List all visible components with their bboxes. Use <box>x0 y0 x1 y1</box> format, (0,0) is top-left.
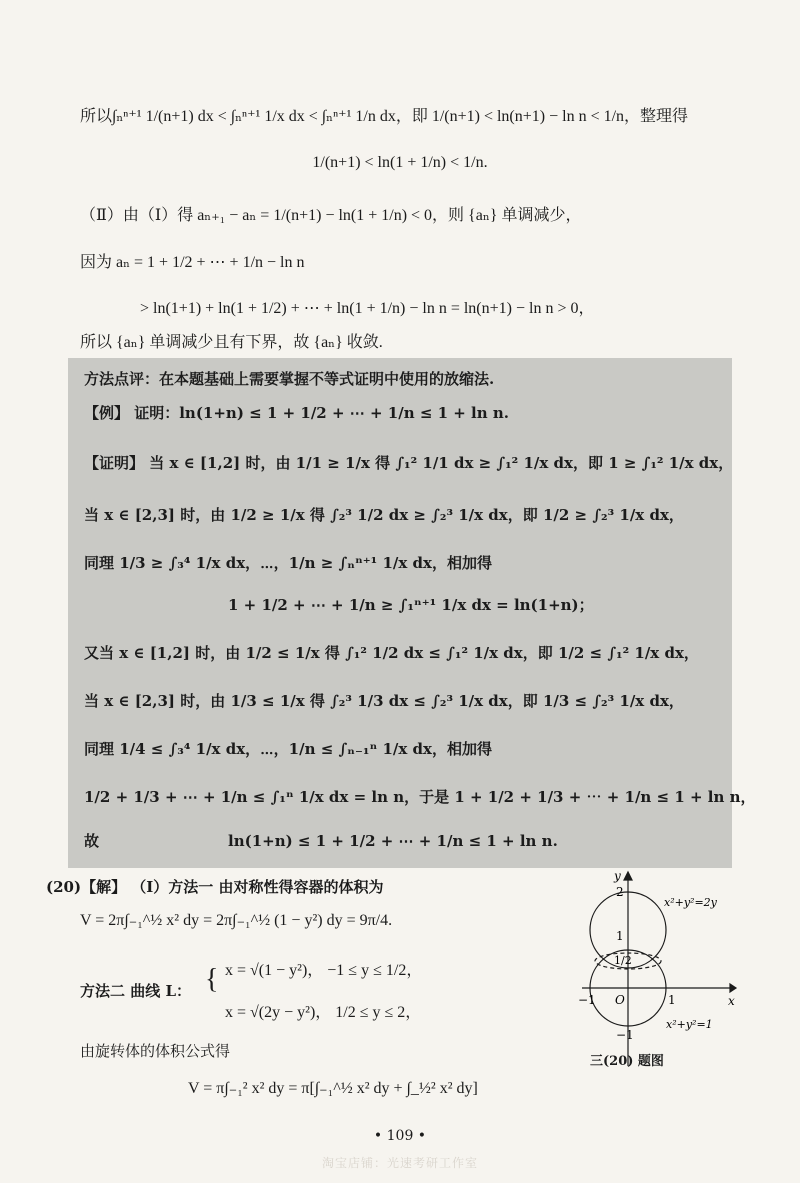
circles-figure <box>578 868 738 1068</box>
figure-caption: 三(20) 题图 <box>590 1054 664 1069</box>
label-x: x <box>728 994 735 1008</box>
proof-line-6: 当 x ∈ [2,3] 时，由 1/3 ≤ 1/x 得 ∫₂³ 1/3 dx ≤ ∫₂³ 1/x dx，即 1/3 ≤ ∫₂³ 1/x dx， <box>84 692 684 710</box>
curve-piece-2: x = √(2y − y²)， 1/2 ≤ y ≤ 2， <box>225 1004 422 1021</box>
text-line-6: 所以 {aₙ} 单调减少且有下界，故 {aₙ} 收敛. <box>80 334 383 351</box>
label-eq-unit: x²+y²=1 <box>666 1018 713 1031</box>
proof-conclusion: ln(1+n) ≤ 1 + 1/2 + ⋯ + 1/n ≤ 1 + ln n. <box>228 832 558 850</box>
proof-line-1: 【证明】 当 x ∈ [1,2] 时，由 1/1 ≥ 1/x 得 ∫₁² 1/1 dx ≥ ∫₁² 1/x dx，即 1 ≥ ∫₁² 1/x dx， <box>84 454 734 472</box>
label-y: y <box>614 869 621 883</box>
label-pos1-x: 1 <box>668 993 676 1007</box>
text-line-2: 1/(n+1) < ln(1 + 1/n) < 1/n. <box>312 154 488 171</box>
text-line-1: 所以∫ₙⁿ⁺¹ 1/(n+1) dx < ∫ₙⁿ⁺¹ 1/x dx < ∫ₙⁿ⁺¹ 1/n dx，即 1/(n+1) < ln(n+1) − ln n < 1/n，整理得 <box>80 108 689 125</box>
label-eq-upper: x²+y²=2y <box>664 896 717 909</box>
proof-line-2: 当 x ∈ [2,3] 时，由 1/2 ≥ 1/x 得 ∫₂³ 1/2 dx ≥ ∫₂³ 1/x dx，即 1/2 ≥ ∫₂³ 1/x dx， <box>84 506 684 524</box>
proof-line-8: 1/2 + 1/3 + ⋯ + 1/n ≤ ∫₁ⁿ 1/x dx = ln n，于是 1 + 1/2 + 1/3 + ⋯ + 1/n ≤ 1 + ln n， <box>84 788 756 806</box>
volume-formula-intro: 由旋转体的体积公式得 <box>80 1042 231 1060</box>
label-2: 2 <box>616 885 624 899</box>
example-statement: 【例】 证明：ln(1+n) ≤ 1 + 1/2 + ⋯ + 1/n ≤ 1 + ln n. <box>84 404 510 422</box>
curve-piece-1: x = √(1 − y²)， −1 ≤ y ≤ 1/2， <box>225 962 423 979</box>
box-title: 方法点评：在本题基础上需要掌握不等式证明中使用的放缩法. <box>84 370 495 388</box>
solution-heading: (20)【解】 （Ⅰ）方法一 由对称性得容器的体积为 <box>46 878 384 896</box>
label-origin: O <box>615 993 625 1007</box>
text-line-3: （Ⅱ）由（Ⅰ）得 aₙ₊₁ − aₙ = 1/(n+1) − ln(1 + 1/n) < 0，则 {aₙ} 单调减少， <box>80 207 582 224</box>
label-neg1-y: −1 <box>616 1028 634 1042</box>
proof-line-5: 又当 x ∈ [1,2] 时，由 1/2 ≤ 1/x 得 ∫₁² 1/2 dx ≤ ∫₁² 1/x dx，即 1/2 ≤ ∫₁² 1/x dx， <box>84 644 699 662</box>
method-2-label: 方法二 曲线 L： <box>80 982 191 1000</box>
text-line-5: > ln(1+1) + ln(1 + 1/2) + ⋯ + ln(1 + 1/n) − ln n = ln(n+1) − ln n > 0， <box>140 300 595 317</box>
label-1: 1 <box>616 929 624 943</box>
proof-line-7: 同理 1/4 ≤ ∫₃⁴ 1/x dx，⋯，1/n ≤ ∫ₙ₋₁ⁿ 1/x dx，相加得 <box>84 740 492 758</box>
watermark: 淘宝店铺：光速考研工作室 <box>321 1156 478 1170</box>
label-half: 1/2 <box>614 954 632 967</box>
volume-method-2: V = π∫₋₁² x² dy = π[∫₋₁^½ x² dy + ∫_½² x² dy] <box>188 1080 478 1097</box>
text-line-4: 因为 aₙ = 1 + 1/2 + ⋯ + 1/n − ln n <box>80 254 305 271</box>
volume-method-1: V = 2π∫₋₁^½ x² dy = 2π∫₋₁^½ (1 − y²) dy = 9π/4. <box>80 912 393 929</box>
brace: { <box>205 964 219 995</box>
method-comment-box <box>68 358 756 868</box>
page-number: • 109 • <box>373 1128 427 1144</box>
proof-line-3: 同理 1/3 ≥ ∫₃⁴ 1/x dx，⋯，1/n ≥ ∫ₙⁿ⁺¹ 1/x dx，相加得 <box>84 554 492 572</box>
proof-line-4: 1 + 1/2 + ⋯ + 1/n ≥ ∫₁ⁿ⁺¹ 1/x dx = ln(1+n)； <box>228 596 594 614</box>
x-axis-arrow <box>730 984 736 992</box>
y-axis-arrow <box>624 872 632 880</box>
proof-conclusion-label: 故 <box>84 832 100 850</box>
label-neg1-x: −1 <box>578 993 596 1007</box>
